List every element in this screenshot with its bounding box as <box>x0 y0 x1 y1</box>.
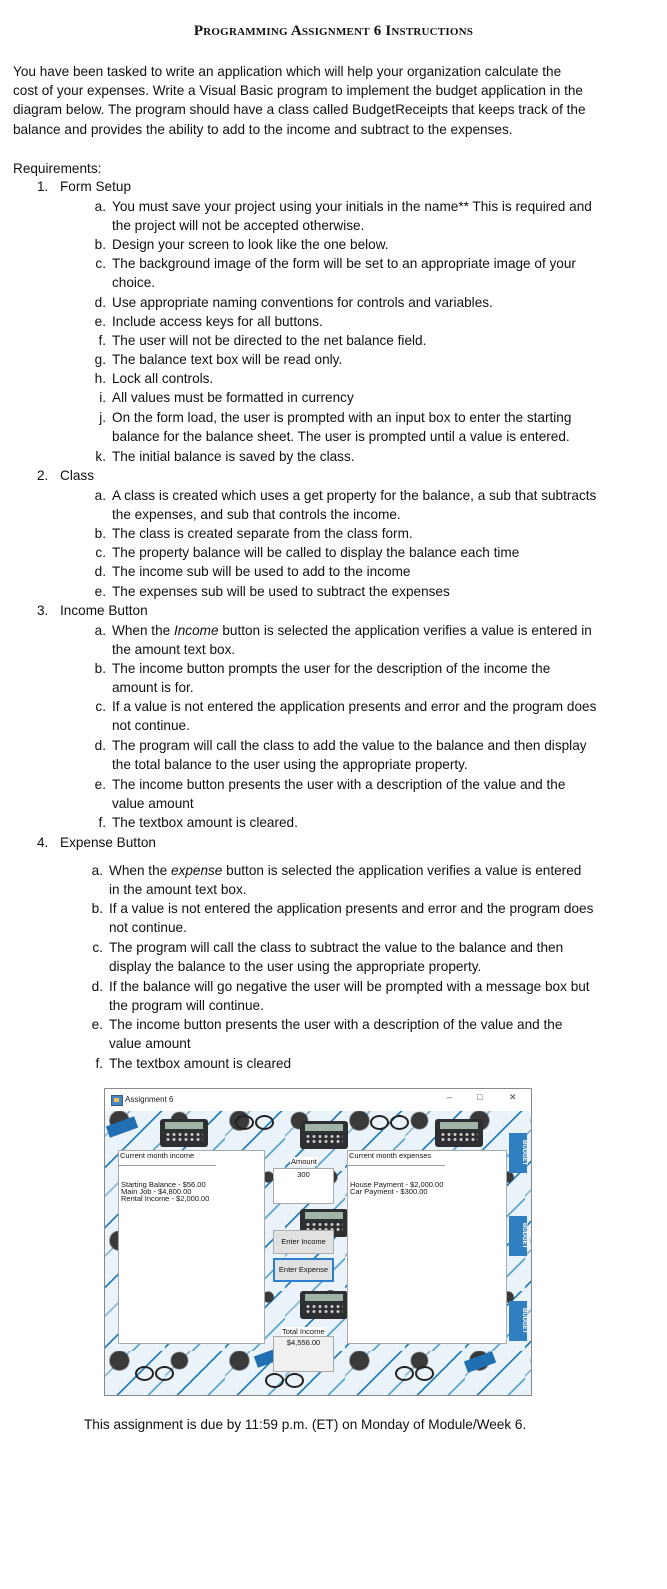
section-title: Income Button <box>60 603 148 618</box>
glasses-icon <box>370 1115 410 1129</box>
form-background-image <box>105 1111 531 1395</box>
folder-icon <box>106 1116 138 1138</box>
expense-line: House Payment - $2,000.00 <box>350 1180 444 1189</box>
item-line: The income button presents the user with a description of the value and the <box>109 1017 563 1032</box>
item-letter: f. <box>98 815 106 830</box>
title-text: Programming Assignment 6 Instructions <box>193 23 474 39</box>
item-text <box>112 388 354 407</box>
item-line: The program will call the class to subtract the value to the balance and then <box>109 940 564 955</box>
income-line: Rental Income - $2,000.00 <box>121 1194 210 1203</box>
section-number: 4. <box>37 835 49 850</box>
due-date-note: This assignment is due by 11:59 p.m. (ET) on Monday of Module/Week 6. <box>84 1417 527 1432</box>
item-line: the program will continue. <box>109 998 264 1014</box>
item-letter: c. <box>95 256 106 271</box>
app-icon <box>111 1095 123 1106</box>
expense-line: Car Payment - $300.00 <box>350 1187 428 1196</box>
income-label: Current month income <box>120 1151 195 1160</box>
budget-tab-graphic: BUDGET <box>509 1133 527 1173</box>
item-line: Include access keys for all buttons. <box>112 314 323 329</box>
intro-paragraph <box>13 62 653 139</box>
item-text <box>112 408 571 446</box>
section-title: Class <box>60 468 94 483</box>
intro-line: balance and provides the ability to add to the income and subtract to the expenses. <box>13 121 513 137</box>
item-line: not continue. <box>112 718 190 734</box>
item-text <box>109 1054 291 1073</box>
item-text <box>112 235 389 254</box>
item-line: If a value is not entered the application presents and error and the program does <box>109 901 594 916</box>
item-letter: b. <box>94 661 106 676</box>
budget-tab-graphic: BUDGET <box>509 1216 527 1256</box>
item-text <box>109 861 581 899</box>
section-number: 3. <box>37 603 49 618</box>
income-separator <box>119 1165 216 1166</box>
item-line: The initial balance is saved by the class. <box>112 449 355 464</box>
item-line: value amount <box>109 1036 191 1052</box>
item-line: the total balance to the user using the appropriate property. <box>112 757 468 773</box>
item-text <box>112 697 596 735</box>
total-income-textbox <box>273 1336 334 1372</box>
window-titlebar <box>105 1089 531 1111</box>
item-text <box>112 524 413 543</box>
document-title <box>0 22 667 41</box>
glasses-icon <box>395 1366 435 1380</box>
minimize-icon: – <box>447 1092 453 1102</box>
item-letter: c. <box>92 940 103 955</box>
item-text <box>109 1015 562 1053</box>
item-line: The background image of the form will be set to an appropriate image of your <box>112 256 576 271</box>
item-text <box>112 312 323 331</box>
item-letter: d. <box>94 564 106 579</box>
expense-listbox[interactable] <box>347 1150 507 1344</box>
income-line: Starting Balance - $56.00 <box>121 1180 206 1189</box>
item-line: the amount text box. <box>112 642 236 658</box>
app-window-screenshot <box>104 1088 532 1396</box>
item-line: balance for the balance sheet. The user is prompted until a value is entered. <box>112 429 570 445</box>
expense-label: Current month expenses <box>349 1151 432 1160</box>
item-text <box>112 486 596 524</box>
item-text <box>112 293 493 312</box>
item-line: The income button presents the user with a description of the value and the <box>112 777 566 792</box>
maximize-icon: □ <box>477 1092 483 1102</box>
total-income-value: $4,556.00 <box>286 1338 321 1347</box>
income-listbox[interactable] <box>118 1150 265 1344</box>
intro-line: diagram below. The program should have a class called BudgetReceipts that keeps track of the <box>13 102 586 118</box>
calculator-icon <box>435 1119 483 1147</box>
calculator-icon <box>300 1291 348 1319</box>
item-letter: e. <box>91 1017 103 1032</box>
item-line: Use appropriate naming conventions for controls and variables. <box>112 295 493 310</box>
glasses-icon <box>265 1373 305 1387</box>
amount-label: Amount <box>291 1157 317 1166</box>
calculator-icon <box>160 1119 208 1147</box>
item-line: the expenses, and sub that controls the income. <box>112 507 401 523</box>
enter-expense-button[interactable]: Enter Expense <box>273 1258 334 1282</box>
item-line: The textbox amount is cleared <box>109 1056 292 1071</box>
intro-line: cost of your expenses. Write a Visual Basic program to implement the budget application in the <box>13 83 583 99</box>
item-letter: b. <box>94 526 106 541</box>
section-title: Form Setup <box>60 179 132 194</box>
income-line: Main Job - $4,800.00 <box>121 1187 192 1196</box>
item-line: choice. <box>112 275 156 291</box>
item-line: If the balance will go negative the user will be prompted with a message box but <box>109 979 590 994</box>
item-line: You must save your project using your initials in the name** This is required and <box>112 199 592 214</box>
requirements-label: Requirements: <box>13 161 102 176</box>
item-text <box>109 977 590 1015</box>
item-letter: d. <box>94 295 106 310</box>
amount-value: 300 <box>297 1170 310 1179</box>
item-letter: a. <box>94 488 106 503</box>
section-title: Expense Button <box>60 835 156 850</box>
item-text <box>112 621 592 659</box>
item-text <box>112 447 355 466</box>
item-line: When the expense button is selected the application verifies a value is entered <box>109 863 582 878</box>
item-text <box>109 938 563 976</box>
item-text <box>112 197 592 235</box>
item-line: Design your screen to look like the one below. <box>112 237 389 252</box>
item-text <box>112 813 298 832</box>
item-line: not continue. <box>109 920 187 936</box>
item-line: A class is created which uses a get property for the balance, a sub that subtracts <box>112 488 597 503</box>
item-text <box>112 331 426 350</box>
item-letter: d. <box>91 979 103 994</box>
item-letter: i. <box>99 390 106 405</box>
item-line: All values must be formatted in currency <box>112 390 354 405</box>
item-line: The class is created separate from the class form. <box>112 526 413 541</box>
item-line: If a value is not entered the application presents and error and the program does <box>112 699 597 714</box>
item-line: The expenses sub will be used to subtract the expenses <box>112 584 450 599</box>
item-letter: h. <box>94 371 106 386</box>
item-line: display the balance to the user using the appropriate property. <box>109 959 482 975</box>
close-icon: ✕ <box>509 1092 517 1102</box>
item-letter: j. <box>99 410 106 425</box>
section-number: 2. <box>37 468 49 483</box>
enter-income-button[interactable]: Enter Income <box>273 1230 334 1254</box>
item-line: The balance text box will be read only. <box>112 352 343 367</box>
item-text <box>112 582 450 601</box>
item-text <box>109 899 593 937</box>
item-letter: c. <box>95 699 106 714</box>
item-letter: f. <box>98 333 106 348</box>
item-line: in the amount text box. <box>109 882 247 898</box>
item-line: amount is for. <box>112 680 194 696</box>
total-income-label: Total Income <box>282 1327 325 1336</box>
item-line: When the Income button is selected the application verifies a value is entered in <box>112 623 592 638</box>
calculator-icon <box>300 1121 348 1149</box>
item-letter: k. <box>95 449 106 464</box>
intro-line: You have been tasked to write an application which will help your organization calculate the <box>13 64 562 79</box>
item-letter: f. <box>95 1056 103 1071</box>
item-letter: d. <box>94 738 106 753</box>
item-line: On the form load, the user is prompted with an input box to enter the starting <box>112 410 572 425</box>
budget-tab-graphic: BUDGET <box>509 1301 527 1341</box>
item-text <box>112 659 550 697</box>
item-text <box>112 543 519 562</box>
section-number: 1. <box>37 179 49 194</box>
item-line: The income button prompts the user for the description of the income the <box>112 661 551 676</box>
amount-textbox[interactable] <box>273 1168 334 1204</box>
item-line: The income sub will be used to add to the income <box>112 564 411 579</box>
item-text <box>112 369 213 388</box>
item-text <box>112 350 342 369</box>
window-title: Assignment 6 <box>125 1095 174 1104</box>
item-letter: c. <box>95 545 106 560</box>
item-letter: a. <box>91 863 103 878</box>
item-letter: a. <box>94 199 106 214</box>
item-line: The property balance will be called to display the balance each time <box>112 545 520 560</box>
item-letter: e. <box>94 584 106 599</box>
glasses-icon <box>235 1115 275 1129</box>
item-letter: e. <box>94 777 106 792</box>
expense-separator <box>348 1165 445 1166</box>
item-line: The textbox amount is cleared. <box>112 815 298 830</box>
item-line: The user will not be directed to the net balance field. <box>112 333 427 348</box>
item-line: the project will not be accepted otherwise. <box>112 218 365 234</box>
item-letter: b. <box>91 901 103 916</box>
item-text <box>112 562 410 581</box>
folder-icon <box>464 1351 496 1373</box>
item-text <box>112 736 587 774</box>
glasses-icon <box>135 1366 175 1380</box>
item-line: The program will call the class to add the value to the balance and then display <box>112 738 587 753</box>
item-letter: e. <box>94 314 106 329</box>
item-text <box>112 775 565 813</box>
item-letter: b. <box>94 237 106 252</box>
item-letter: g. <box>94 352 106 367</box>
item-letter: a. <box>94 623 106 638</box>
item-line: Lock all controls. <box>112 371 214 386</box>
item-text <box>112 254 576 292</box>
item-line: value amount <box>112 796 194 812</box>
